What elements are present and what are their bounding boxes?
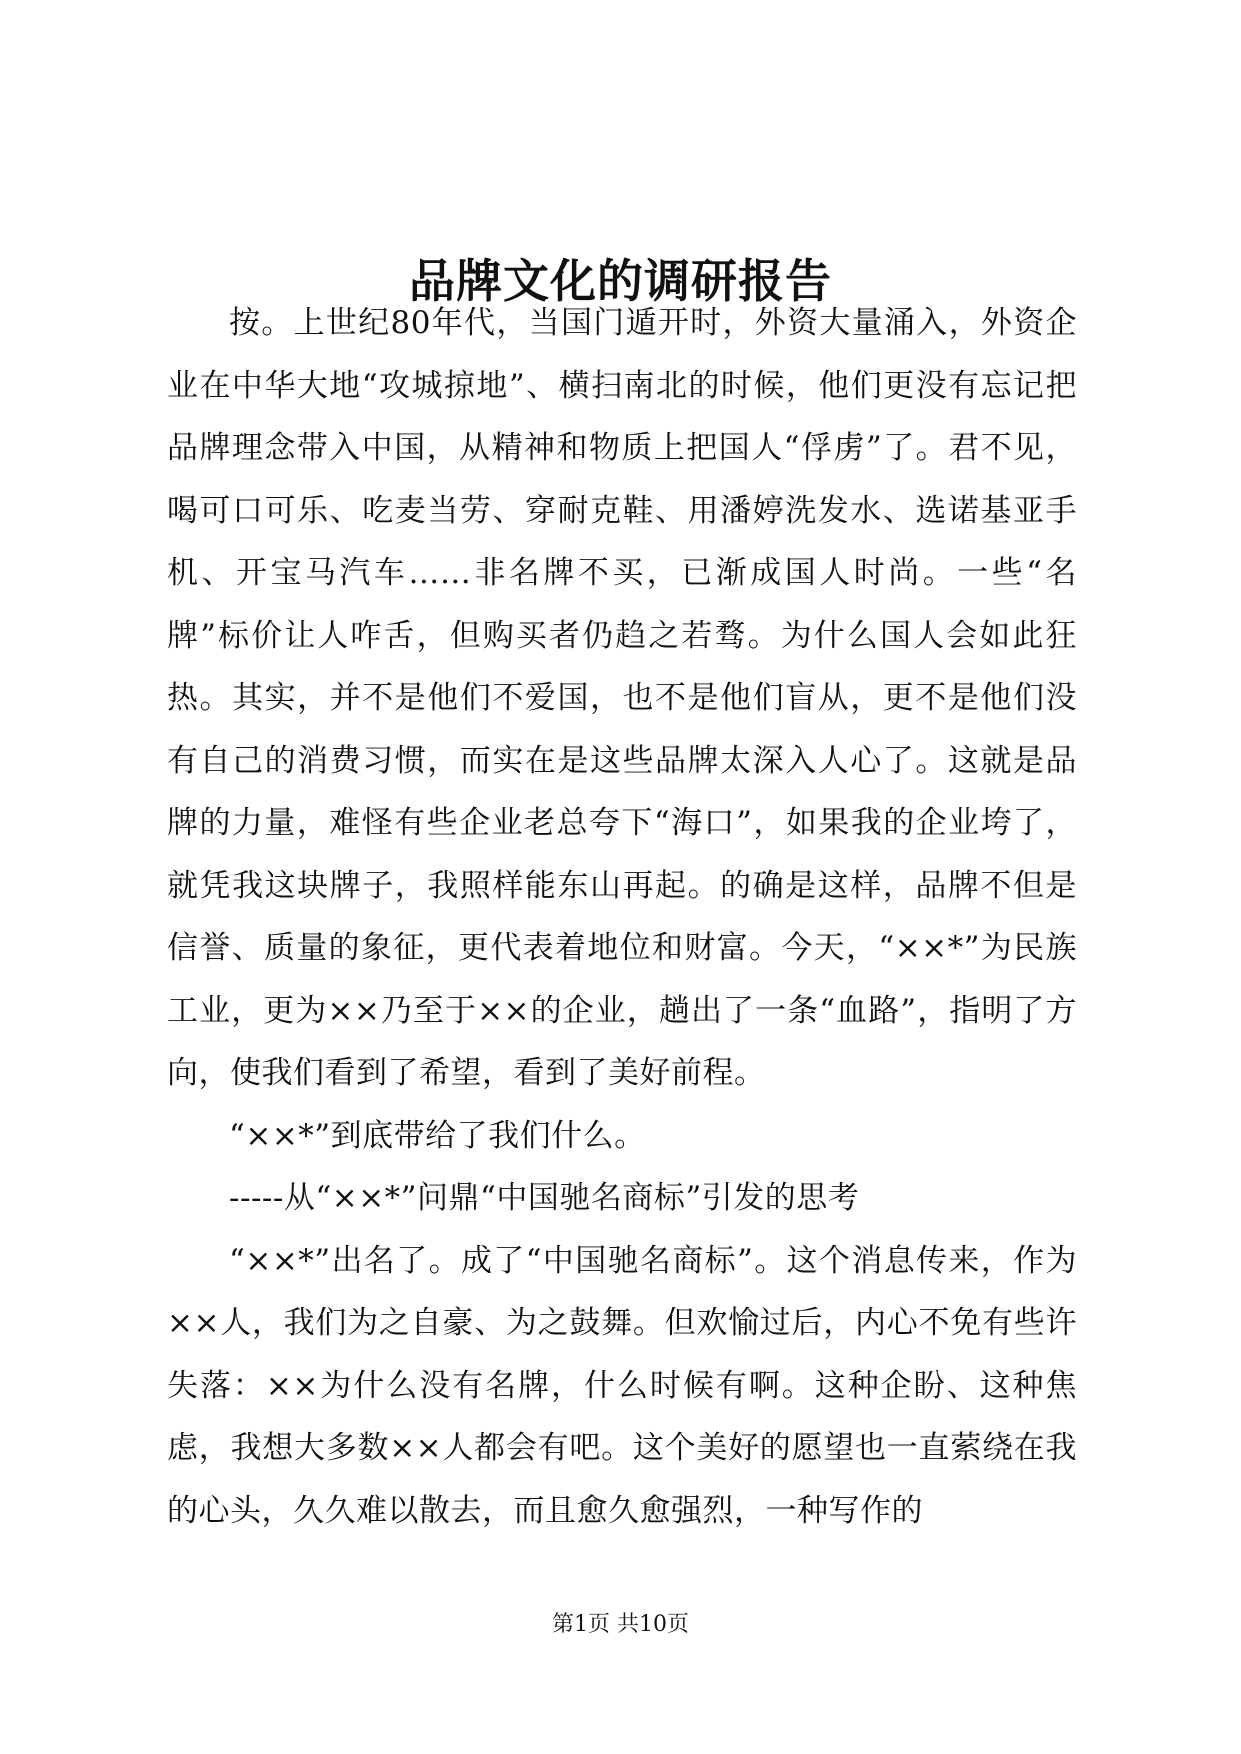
- paragraph-intro: 按。上世纪80年代，当国门遁开时，外资大量涌入，外资企业在中华大地“攻城掠地”、横扫南北的时候，他们更没有忘记把品牌理念带入中国，从精神和物质上把国人“俘虏”了。君不见，喝可口可乐、吃麦当劳、穿耐克鞋、用潘婷洗发水、选诺基亚手机、开宝马汽车……非名牌不买，已渐成国人时尚。一些“名牌”标价让人咋舌，但购买者仍趋之若骛。为什么国人会如此狂热。其实，并不是他们不爱国，也不是他们盲从，更不是他们没有自己的消费习惯，而实在是这些品牌太深入人心了。这就是品牌的力量，难怪有些企业老总夸下“海口”，如果我的企业垮了，就凭我这块牌子，我照样能东山再起。的确是这样，品牌不但是信誉、质量的象征，更代表着地位和财富。今天，“××*”为民族工业，更为××乃至于××的企业，趟出了一条“血路”，指明了方向，使我们看到了希望，看到了美好前程。: [167, 305, 1077, 1091]
- document-title: 品牌文化的调研报告: [409, 253, 832, 308]
- paragraph-subtitle: -----从“××*”问鼎“中国驰名商标”引发的思考: [229, 1180, 860, 1216]
- paragraph-main: “××*”出名了。成了“中国驰名商标”。这个消息传来，作为××人，我们为之自豪、为之鼓舞。但欢愉过后，内心不免有些许失落：××为什么没有名牌，什么时候有啊。这种企盼、这种焦虑，我想大多数××人都会有吧。这个美好的愿望也一直萦绕在我的心头，久久难以散去，而且愈久愈强烈，一种写作的: [167, 1242, 1077, 1529]
- document-body: [167, 292, 1077, 1542]
- paragraph-question: “××*”到底带给了我们什么。: [229, 1117, 646, 1154]
- page-number-footer: 第1页 共10页: [552, 1612, 689, 1637]
